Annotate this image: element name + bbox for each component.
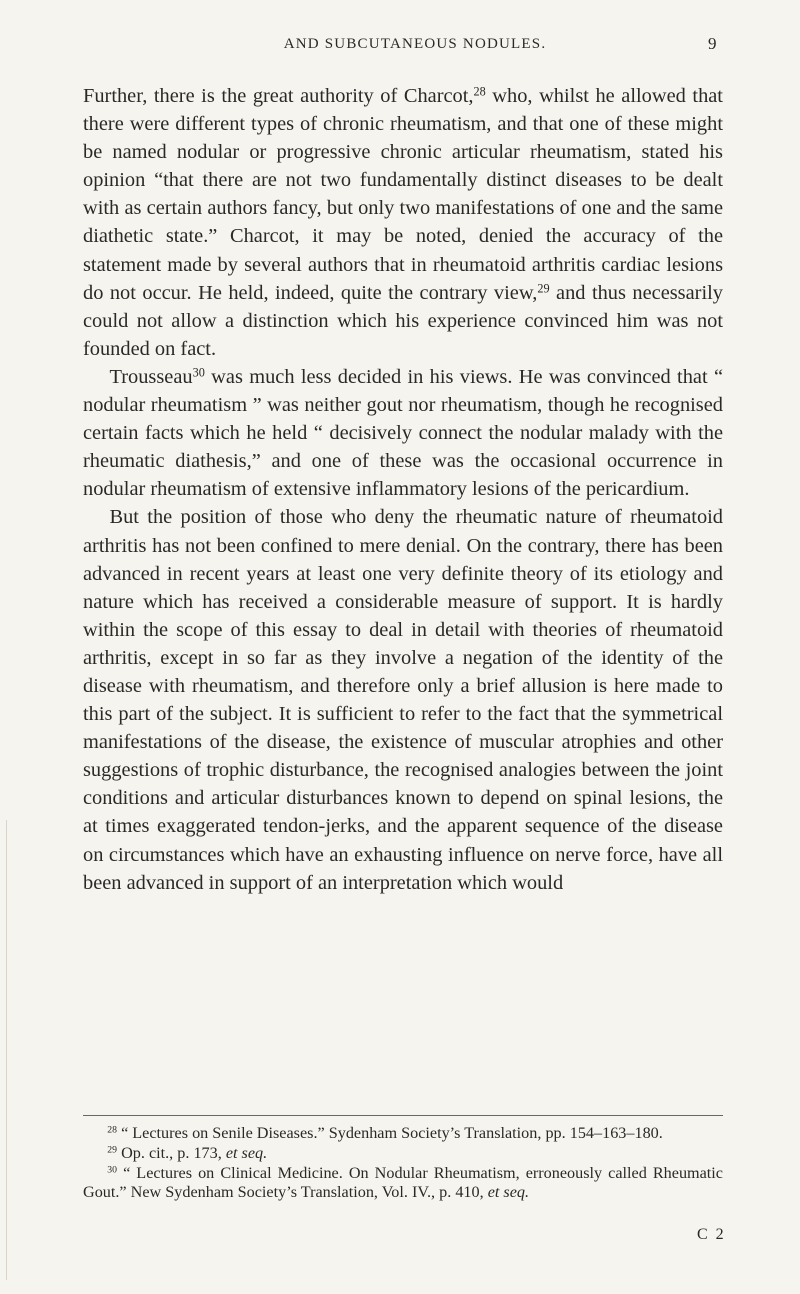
footnote-28: $^{28}$ “ Lectures on Senile Diseases.” Sydenham Society’s Translation, pp. 154–163–180. xyxy=(107,1124,663,1142)
footnote-29: $^{29}$ Op. cit., p. 173, et seq. xyxy=(107,1143,268,1162)
paragraph-1: Further, there is the great authority of Charcot,$^{28}$ who, whilst he allowed that there were different types of chronic rheumatism, and that one of these might be named nodular or progressive chronic articular rheumatism, stated his opinion “that there are not two fundamentally distinct diseases to be dealt with as certain authors fancy, but only two manifestations of one and the same diathetic state.” Charcot, it may be noted, denied the accuracy of the statement made by several authors that in rheumatoid arthritis cardiac lesions do not occur. He held, indeed, quite the contrary view,$^{29}$ and thus necessarily could not allow a distinction which his experience convinced him was not founded on fact. xyxy=(83,84,723,360)
footnote-ref-30: 30 xyxy=(192,365,205,380)
signature-mark: C 2 xyxy=(697,1226,726,1243)
footnote-30: $^{30}$ “ Lectures on Clinical Medicine. On Nodular Rheumatism, erroneously called Rheumatic Gout.” New Sydenham Society’s Translation, Vol. IV., p. 410, et seq. xyxy=(83,1163,723,1202)
running-head: AND SUBCUTANEOUS NODULES. xyxy=(283,36,547,52)
footnote-rule xyxy=(83,1115,723,1116)
paragraph-3: But the position of those who deny the rheumatic nature of rheumatoid arthritis has not been confined to mere denial. On the contrary, there has been advanced in recent years at least one very definite theory of its etiology and nature which has received a considerable measure of support. It is hardly within the scope of this essay to deal in detail with theories of rheumatoid arthritis, except in so far as they involve a negation of the identity of the disease with rheumatism, and therefore only a brief allusion is here made to this part of the subject. It is sufficient to refer to the fact that the symmetrical manifestations of the disease, the existence of muscular atrophies and other suggestions of trophic disturbance, the recognised analogies between the joint conditions and articular disturbances known to depend on spinal lesions, the at times exaggerated tendon-jerks, and the apparent sequence of the disease on circumstances which have an exhausting influence on nerve force, have all been advanced in support of an interpretation which would xyxy=(83,506,723,894)
footnote-ref-29: 29 xyxy=(537,280,550,295)
body-text xyxy=(83,82,723,897)
footnotes xyxy=(83,1124,723,1203)
page-edge xyxy=(6,820,7,1280)
page-number: 9 xyxy=(708,34,717,53)
footnote-ref-28: 28 xyxy=(473,84,486,99)
paragraph-2: Trousseau$^{30}$ was much less decided in his views. He was convinced that “ nodular rheumatism ” was neither gout nor rheumatism, though he recognised certain facts which he held “ decisively connect the nodular malady with the rheumatic diathesis,” and one of these was the occasional occurrence in nodular rheumatism of extensive inflammatory lesions of the pericardium. xyxy=(83,365,723,501)
